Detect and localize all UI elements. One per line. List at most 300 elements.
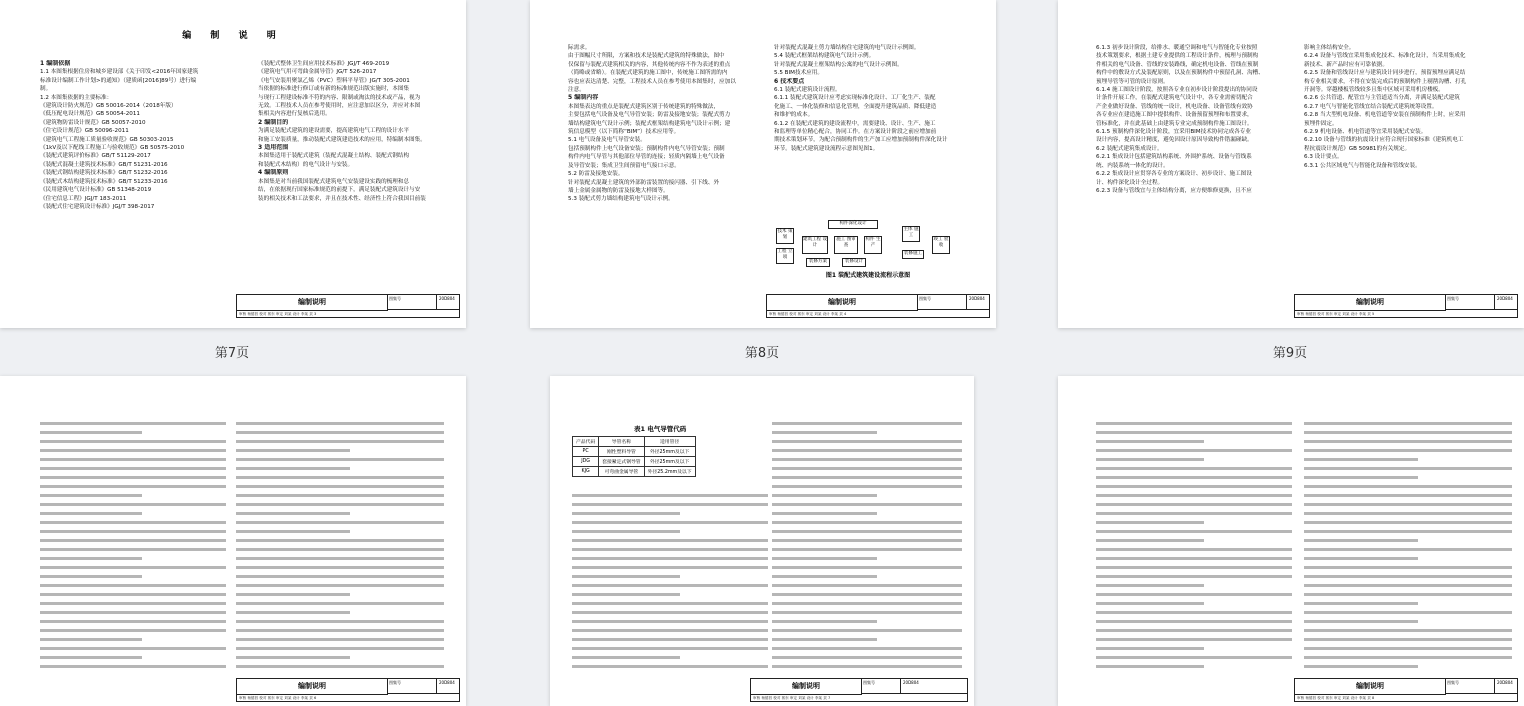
- text-placeholder-line: [1304, 593, 1512, 596]
- left-column: [1096, 44, 1292, 195]
- text-placeholder-line: [772, 638, 877, 641]
- text-line: 构件中的敷设方式及装配原则，以及在预制构件中预留孔洞、沟槽、: [1096, 70, 1264, 77]
- text-placeholder-line: [1304, 539, 1418, 542]
- text-line: 6.1 装配式建筑设计流程。: [774, 87, 841, 94]
- flow-box-production: 构件 生产: [864, 236, 882, 254]
- title-block: 编制说明 图集号 20D804 审核 杨德昌 校对 郭东 审定 刘某 设计 李某 页 5: [1294, 294, 1518, 318]
- text-placeholder-line: [40, 647, 226, 650]
- text-placeholder-line: [772, 620, 877, 623]
- text-placeholder-line: [236, 575, 444, 578]
- text-placeholder-line: [572, 494, 768, 497]
- table-title: 表1 电气导管代码: [634, 425, 687, 433]
- text-placeholder-line: [1304, 440, 1512, 443]
- text-placeholder-line: [572, 503, 768, 506]
- text-placeholder-line: [1304, 422, 1512, 425]
- text-line: 6 技术要点: [774, 77, 805, 85]
- text-line: 和装配式木结构）的电气设计与安装。: [258, 161, 354, 168]
- text-placeholder-line: [236, 566, 444, 569]
- text-line: 和监理等单位精心配合，协同工作。在方案设计阶段之前应增加前: [774, 129, 937, 136]
- conduit-code-table: [572, 436, 696, 477]
- text-placeholder-line: [40, 467, 226, 470]
- flow-box-design: 建筑工程 设计: [802, 236, 828, 254]
- text-placeholder-line: [1096, 602, 1204, 605]
- text-placeholder-line: [1096, 485, 1292, 488]
- text-line: 注意。: [568, 87, 585, 94]
- text-placeholder-line: [772, 449, 962, 452]
- flow-box-decoration-design: 装修设计: [842, 258, 866, 267]
- text-line: 本图集表达的重点是装配式建筑区别于传统建筑的特殊做法，: [568, 103, 720, 110]
- text-placeholder-line: [40, 638, 142, 641]
- text-line: 产企业做好设备、管线的统一设计，机电设备、设备管线有效协: [1096, 103, 1253, 110]
- thumbnail-label-7[interactable]: 第7页: [214, 346, 250, 361]
- text-placeholder-line: [236, 539, 444, 542]
- text-placeholder-line: [236, 449, 350, 452]
- text-placeholder-line: [772, 512, 877, 515]
- text-placeholder-line: [1304, 638, 1512, 641]
- text-line: 墙结构建筑电气设计示例；装配式框架结构建筑电气设计示例；建: [568, 120, 731, 127]
- page-title: 编 制 说 明: [182, 31, 284, 41]
- text-placeholder-line: [772, 647, 962, 650]
- text-placeholder-line: [236, 638, 444, 641]
- text-line: 《装配式建筑评价标准》GB/T 51129-2017: [40, 153, 151, 160]
- text-placeholder-line: [236, 629, 444, 632]
- text-line: 6.2.1 集成设计包括建筑结构系统、外围护系统、设备与管线系: [1096, 154, 1252, 161]
- text-line: 《住宅设计规范》GB 50096-2011: [40, 128, 129, 135]
- text-line: 计条件开展工作，在装配式建筑电气设计中，各专业需密切配合: [1096, 95, 1253, 102]
- text-placeholder-line: [572, 620, 768, 623]
- text-placeholder-line: [1096, 611, 1292, 614]
- text-placeholder-line: [772, 458, 962, 461]
- table-row: JDG 套接紧定式钢导管 外径25mm及以下: [573, 457, 696, 467]
- text-placeholder-line: [1304, 431, 1512, 434]
- text-placeholder-line: [236, 611, 350, 614]
- text-line: 《装配式钢结构建筑技术标准》GB/T 51232-2016: [40, 170, 168, 177]
- text-placeholder-line: [772, 422, 962, 425]
- text-placeholder-line: [572, 584, 768, 587]
- text-placeholder-line: [40, 557, 142, 560]
- left-column: [40, 60, 230, 211]
- text-line: 本图集适用于装配式建筑（装配式混凝土结构、装配式钢结构: [258, 153, 410, 160]
- text-line: 《装配式住宅建筑设计标准》JGJ/T 398-2017: [40, 203, 155, 210]
- text-placeholder-line: [1096, 476, 1292, 479]
- text-line: 6.2.6 公共管道、配管宜与主管道适当分离，并满足装配式建筑: [1304, 95, 1460, 102]
- text-placeholder-line: [1096, 656, 1292, 659]
- text-placeholder-line: [40, 485, 226, 488]
- text-placeholder-line: [772, 503, 962, 506]
- text-line: 统、内装系统一体化的设计。: [1096, 162, 1169, 169]
- text-line: 6.1.2 在装配式建筑的建设流程中，需要建设、设计、生产、施工: [774, 120, 936, 127]
- text-line: 包括预制构件上电气设备安装；预制构件内电气导管安装；预制: [568, 145, 725, 152]
- text-line: 管标准化，并在此基础上由建筑专业完成预制构件施工图设计。: [1096, 120, 1253, 127]
- text-line: 期技术策划环节，为配合预制构件的生产加工应增加预制构件深化设计: [774, 137, 948, 144]
- text-placeholder-line: [40, 512, 142, 515]
- text-line: 仅保留与装配式建筑相关的内容，其他传统内容不作为表述的重点: [568, 61, 731, 68]
- text-line: 装的相关技术和工法要求，并且在技术性、经济性上符合我国目前装: [258, 195, 426, 202]
- page-number: 3: [313, 312, 317, 316]
- text-line: 6.1.3 初步设计阶段，给排水、暖通空调和电气与智能化专业按照: [1096, 45, 1258, 51]
- text-placeholder-line: [40, 584, 226, 587]
- text-placeholder-line: [1304, 566, 1512, 569]
- text-placeholder-line: [772, 521, 962, 524]
- text-line: 集相关内容进行复核后选用。: [258, 111, 331, 118]
- text-line: 化施工、一体化装修和信息化管理，全面提升建筑品质、降低建造: [774, 103, 937, 110]
- text-placeholder-line: [236, 602, 444, 605]
- text-placeholder-line: [40, 503, 226, 506]
- left-column: [568, 44, 764, 204]
- text-placeholder-line: [572, 611, 768, 614]
- text-line: 程抗震设计规范》GB 50981的有关规定。: [1304, 145, 1411, 152]
- text-placeholder-line: [236, 521, 444, 524]
- text-placeholder-line: [1304, 665, 1418, 668]
- text-placeholder-line: [236, 458, 444, 461]
- text-placeholder-line: [40, 548, 226, 551]
- text-placeholder-line: [572, 656, 680, 659]
- page-thumbnail-12[interactable]: [1058, 376, 1524, 706]
- text-line: 由于图幅尺寸所限，方案和技术是装配式建筑的特殊做法，图中: [568, 53, 725, 60]
- text-line: 6.2.7 电气与智能化管线宜结合装配式建筑统筹设置。: [1304, 103, 1438, 110]
- text-placeholder-line: [1096, 422, 1292, 425]
- text-placeholder-line: [236, 467, 350, 470]
- text-placeholder-line: [1096, 494, 1292, 497]
- text-line: 墙上金属金属物的防雷及接地大样图等。: [568, 187, 669, 194]
- text-line: 1.1 本图集根据住房和城乡建设部《关于印发<2016年国家建筑: [40, 69, 199, 76]
- text-line: 6.3 设计要点。: [1304, 154, 1343, 161]
- text-placeholder-line: [236, 593, 350, 596]
- text-placeholder-line: [572, 512, 680, 515]
- text-placeholder-line: [772, 566, 962, 569]
- text-placeholder-line: [572, 548, 768, 551]
- text-placeholder-line: [236, 440, 444, 443]
- text-line: 《装配式混凝土建筑技术标准》GB/T 51231-2016: [40, 161, 168, 168]
- text-line: 各专业应在建造施工图中提供构件、设备预留预埋和布置要求，: [1096, 112, 1253, 119]
- text-placeholder-line: [236, 512, 350, 515]
- text-placeholder-line: [40, 422, 226, 425]
- flow-box-acceptance: 竣工 验收: [932, 236, 950, 254]
- text-line: 针对装配式混凝土建筑的外部防雷装置的接闪器、引下线、外: [568, 179, 720, 186]
- text-line: 针对装配式混凝土框架结构公寓的电气设计示例图。: [774, 61, 903, 68]
- text-line: 《建筑物防雷设计规范》GB 50057-2010: [40, 119, 146, 126]
- text-line: 计、构件深化设计全过程。: [1096, 179, 1164, 186]
- flow-box-decoration-scheme: 装修方案: [806, 258, 830, 267]
- text-placeholder-line: [572, 521, 768, 524]
- text-placeholder-line: [572, 629, 768, 632]
- text-placeholder-line: [1096, 557, 1292, 560]
- text-line: （简略或省略）。在装配式建筑的施工图中，传统施工图所需的内: [568, 70, 728, 77]
- title-block: 编制说明 图集号 20D804 审核 杨德昌 校对 郭东 审定 刘某 设计 李某 页 6: [236, 678, 460, 702]
- text-placeholder-line: [40, 629, 226, 632]
- text-placeholder-line: [572, 647, 768, 650]
- text-placeholder-line: [1304, 611, 1512, 614]
- text-placeholder-line: [40, 440, 226, 443]
- text-line: 5.2 防雷及接地安装。: [568, 171, 624, 178]
- text-line: 构件内电气导管与其他部位导管的连接；轻质内隔墙上电气设备: [568, 154, 725, 161]
- text-line: 《民用建筑电气设计标准》GB 51348-2019: [40, 187, 152, 194]
- text-placeholder-line: [40, 530, 226, 533]
- text-placeholder-line: [1304, 647, 1512, 650]
- text-placeholder-line: [1096, 512, 1292, 515]
- flow-box-construction: 主体 施工: [902, 226, 920, 242]
- thumbnail-label-8[interactable]: 第8页: [744, 346, 780, 361]
- text-line: 6.3.1 公共区域电气与智能化设备和管线安装。: [1304, 162, 1421, 169]
- text-placeholder-line: [40, 593, 226, 596]
- text-placeholder-line: [236, 557, 444, 560]
- text-line: 容也应表达清楚、完整，工程技术人员在参考使用本图集时，应加以: [568, 78, 736, 85]
- text-placeholder-line: [1096, 458, 1204, 461]
- text-line: 开洞等。穿越楼板管线较多且集中区域可采用机房楼板。: [1304, 87, 1444, 94]
- text-placeholder-line: [572, 539, 768, 542]
- text-line: 6.2.5 设备和管线设计应与建筑设计同步进行，预留预埋应满足结: [1304, 70, 1466, 77]
- text-placeholder-line: [40, 476, 226, 479]
- text-placeholder-line: [772, 539, 962, 542]
- text-line: 《装配式木结构建筑技术标准》GB/T 51233-2016: [40, 178, 168, 185]
- text-placeholder-line: [1096, 665, 1204, 668]
- text-placeholder-line: [1096, 593, 1292, 596]
- text-line: 6.1.5 预制构件深化设计阶段，宜采用BIM技术协同完成各专业: [1096, 129, 1251, 136]
- text-placeholder-line: [1096, 449, 1292, 452]
- text-line: 6.2.8 当大型机电设备、机电管道等安装在预制构件上时，应采用: [1304, 112, 1466, 119]
- text-line: 《建筑电气用可弯曲金属导管》JG/T 526-2017: [258, 69, 377, 76]
- flow-box-review: 施工 图审查: [834, 236, 858, 254]
- page-thumbnail-10[interactable]: [0, 376, 466, 706]
- text-placeholder-line: [572, 638, 768, 641]
- text-placeholder-line: [236, 476, 444, 479]
- text-placeholder-line: [572, 557, 768, 560]
- text-placeholder-line: [1304, 548, 1512, 551]
- text-placeholder-line: [236, 656, 350, 659]
- right-column: [1304, 44, 1514, 170]
- flow-box-project-approval: 工程 立项: [776, 248, 794, 264]
- text-placeholder-line: [772, 476, 962, 479]
- text-line: 设计内容，提高设计精度，避免因设计原因导致构件错漏碰缺。: [1096, 137, 1253, 144]
- text-placeholder-line: [1304, 512, 1512, 515]
- text-placeholder-line: [236, 431, 444, 434]
- text-placeholder-line: [40, 656, 142, 659]
- text-placeholder-line: [772, 467, 962, 470]
- text-placeholder-line: [1096, 467, 1292, 470]
- text-placeholder-line: [236, 647, 444, 650]
- text-placeholder-line: [772, 629, 962, 632]
- text-line: 6.2.9 机电设备、机电管道等宜采用装配式安装。: [1304, 129, 1427, 136]
- text-placeholder-line: [772, 494, 877, 497]
- text-placeholder-line: [40, 575, 142, 578]
- text-line: 6.2.4 设备与管线宜采用集成化技术、标准化设计，当采用集成化: [1304, 53, 1466, 60]
- text-placeholder-line: [772, 431, 877, 434]
- table-header: 产品代码: [573, 437, 599, 447]
- table-header: 适用管径: [644, 437, 695, 447]
- text-placeholder-line: [1096, 647, 1204, 650]
- text-line: 2 编制目的: [258, 118, 289, 126]
- text-placeholder-line: [1096, 584, 1204, 587]
- text-placeholder-line: [1304, 503, 1512, 506]
- text-placeholder-line: [1304, 584, 1512, 587]
- text-placeholder-line: [40, 539, 226, 542]
- text-placeholder-line: [1304, 602, 1418, 605]
- text-line: 新技术、新产品时应有可靠依据。: [1304, 61, 1388, 68]
- text-line: 《装配式整体卫生间应用技术标准》JGJ/T 469-2019: [258, 61, 390, 67]
- text-placeholder-line: [1304, 476, 1418, 479]
- text-line: 和维护的成本。: [774, 112, 814, 119]
- text-line: 《1kV及以下配线工程施工与验收规范》GB 50575-2010: [40, 145, 185, 152]
- text-placeholder-line: [40, 458, 226, 461]
- text-line: 6.2.10 设备与管线的抗震设计应符合现行国家标准《建筑机电工: [1304, 137, 1464, 144]
- text-placeholder-line: [236, 494, 444, 497]
- text-placeholder-line: [1304, 494, 1512, 497]
- text-placeholder-line: [1304, 485, 1512, 488]
- text-placeholder-line: [1304, 530, 1512, 533]
- text-line: 《电气安装用聚氯乙烯（PVC）塑料平导管》JG/T 305-2001: [258, 77, 410, 84]
- text-placeholder-line: [40, 494, 142, 497]
- title-block-title: 编制说明: [237, 295, 388, 311]
- text-line: 环节。装配式建筑建设流程示意图见图1。: [774, 145, 879, 152]
- text-line: 本图集是对当前我国装配式建筑电气安装建设实践的梳理和总: [258, 178, 410, 185]
- text-line: 4 编制原则: [258, 169, 289, 177]
- text-placeholder-line: [772, 557, 877, 560]
- text-placeholder-line: [772, 485, 962, 488]
- text-line: 际需求。: [568, 45, 591, 51]
- text-placeholder-line: [236, 584, 444, 587]
- title-block: [236, 294, 460, 318]
- text-line: 构专业相关要求，不得在安装完成后的预制构件上剔凿沟槽、打孔: [1304, 78, 1467, 85]
- text-placeholder-line: [1096, 431, 1292, 434]
- text-line: 6.2 装配式建筑集成设计。: [1096, 145, 1163, 152]
- text-line: 3 适用范围: [258, 144, 289, 152]
- text-placeholder-line: [772, 530, 962, 533]
- text-placeholder-line: [772, 665, 962, 668]
- text-placeholder-line: [1096, 539, 1204, 542]
- text-placeholder-line: [772, 584, 962, 587]
- text-line: 标准设计编制工作计划>的通知》（建质函[2016]89号）进行编: [40, 77, 197, 84]
- text-line: 5.5 BIM技术应用。: [774, 70, 823, 77]
- text-line: 《住宅信息工程》JGJ/T 183-2011: [40, 195, 127, 202]
- text-line: 6.2.3 设备与管线宜与主体结构分离，应方便维修更换，且不应: [1096, 187, 1252, 194]
- text-placeholder-line: [1096, 503, 1292, 506]
- code-value: 20D804: [439, 296, 455, 301]
- text-line: 和施工安装质量，推动装配式建筑建造技术的应用，特编制本图集。: [258, 136, 426, 143]
- text-line: 及导管安装；集成卫生间预留电气接口示意。: [568, 162, 680, 169]
- right-column: [774, 44, 984, 153]
- text-placeholder-line: [572, 602, 768, 605]
- text-placeholder-line: [236, 422, 444, 425]
- text-placeholder-line: [1096, 566, 1292, 569]
- text-placeholder-line: [772, 593, 962, 596]
- text-line: 6.1.4 施工图设计阶段，按照各专业在初步设计阶段提出的协同设: [1096, 87, 1258, 94]
- text-placeholder-line: [772, 440, 962, 443]
- text-line: 预埋件固定。: [1304, 120, 1338, 127]
- text-placeholder-line: [572, 566, 768, 569]
- text-placeholder-line: [772, 575, 877, 578]
- text-line: 5.1 电气设备及电气导管安装。: [568, 137, 646, 144]
- flow-box-decoration-construction: 装修施工: [902, 250, 924, 259]
- text-placeholder-line: [40, 602, 226, 605]
- text-placeholder-line: [772, 611, 962, 614]
- text-line: 为满足装配式建筑的建设需要，提高建筑电气工程的设计水平: [258, 128, 410, 135]
- text-placeholder-line: [572, 530, 680, 533]
- text-placeholder-line: [1096, 638, 1292, 641]
- text-line: 影响主体结构安全。: [1304, 45, 1355, 51]
- text-placeholder-line: [40, 449, 226, 452]
- title-block: 编制说明 图集号 20D804 审核 杨德昌 校对 郭东 审定 刘某 设计 李某 页 4: [766, 294, 990, 318]
- page-thumbnail-8[interactable]: [530, 0, 996, 328]
- text-placeholder-line: [1304, 521, 1512, 524]
- page-thumbnail-9[interactable]: [1058, 0, 1524, 328]
- text-placeholder-line: [236, 485, 444, 488]
- text-line: 结，在依据现行国家标准规范的前提下，满足装配式建筑设计与安: [258, 187, 421, 194]
- text-placeholder-line: [1096, 530, 1292, 533]
- text-placeholder-line: [40, 521, 226, 524]
- figure-caption: 图1 装配式建筑建设流程示意图: [825, 272, 911, 279]
- text-placeholder-line: [236, 620, 444, 623]
- title-block: 编制说明 图集号 20D804 审核 杨德昌 校对 郭东 审定 刘某 设计 李某 页 8: [1294, 678, 1518, 702]
- text-placeholder-line: [1304, 557, 1418, 560]
- text-placeholder-line: [1304, 629, 1512, 632]
- text-line: 无效。工程技术人员在参考使用时，应注意加以区分，并应对本图: [258, 103, 421, 110]
- text-line: 1.2 本图集依据的主要标准：: [40, 94, 113, 101]
- text-placeholder-line: [772, 656, 962, 659]
- text-line: 5 编制内容: [568, 94, 599, 102]
- text-line: 《建筑设计防火规范》GB 50016-2014（2018年版）: [40, 103, 177, 110]
- text-line: 5.3 装配式剪力墙结构建筑电气设计示例。: [568, 196, 674, 203]
- table-row: KJG 可弯曲金属导管 外径25.2mm及以下: [573, 467, 696, 477]
- page-thumbnail-7[interactable]: [0, 0, 466, 328]
- text-placeholder-line: [1096, 620, 1292, 623]
- text-placeholder-line: [40, 611, 226, 614]
- flow-box-tech-planning: 技术 策划: [776, 228, 794, 244]
- text-placeholder-line: [572, 665, 768, 668]
- text-line: 预埋导管等可管的设计原则。: [1096, 78, 1169, 85]
- text-line: 针对装配式混凝土剪力墙结构住宅建筑的电气设计示例图。: [774, 45, 920, 51]
- text-placeholder-line: [40, 665, 226, 668]
- flow-box-deepening: 构件深化设计: [828, 220, 878, 229]
- text-line: 《建筑电气工程施工质量验收规范》GB 50303-2015: [40, 136, 174, 143]
- text-placeholder-line: [1304, 458, 1418, 461]
- text-placeholder-line: [236, 548, 444, 551]
- text-placeholder-line: [236, 503, 444, 506]
- text-placeholder-line: [1096, 575, 1292, 578]
- text-line: 6.1.1 装配式建筑设计应考虑实现标准化设计、工厂化生产、装配: [774, 95, 936, 102]
- text-placeholder-line: [1304, 575, 1512, 578]
- text-placeholder-line: [1096, 629, 1292, 632]
- signature-row: 审核 杨德昌 校对 郭东 审定 刘某 设计 李某 页 3: [239, 312, 317, 316]
- text-line: 与现行工程建设标准不符的内容、限制或淘汰的技术或产品，视为: [258, 94, 421, 101]
- thumbnail-label-9[interactable]: 第9页: [1272, 346, 1308, 361]
- text-line: 制。: [40, 86, 52, 93]
- table-row: PC 刚性塑料导管 外径25mm及以下: [573, 447, 696, 457]
- table-header: 导管名称: [599, 437, 644, 447]
- text-placeholder-line: [1304, 656, 1512, 659]
- text-placeholder-line: [1304, 449, 1512, 452]
- text-line: 《低压配电设计规范》GB 50054-2011: [40, 111, 140, 118]
- text-placeholder-line: [572, 575, 680, 578]
- page-thumbnail-11[interactable]: [550, 376, 974, 706]
- text-placeholder-line: [1304, 620, 1418, 623]
- text-placeholder-line: [236, 530, 350, 533]
- text-placeholder-line: [40, 566, 226, 569]
- text-placeholder-line: [772, 548, 962, 551]
- text-placeholder-line: [572, 593, 680, 596]
- text-placeholder-line: [1096, 548, 1292, 551]
- text-line: 技术策划要求，根据土建专业提供的工程设计条件，梳理与预制构: [1096, 53, 1259, 60]
- text-placeholder-line: [772, 602, 962, 605]
- text-line: 5.4 装配式框架结构建筑电气设计示例。: [774, 53, 875, 60]
- text-placeholder-line: [236, 665, 444, 668]
- text-placeholder-line: [1096, 521, 1204, 524]
- text-line: 当依据的标准进行修订或有新的标准规范出版实施时，本图集: [258, 86, 410, 93]
- text-line: 筑信息模型（以下简称“BIM”）技术应用等。: [568, 129, 680, 136]
- text-placeholder-line: [1304, 467, 1512, 470]
- text-line: 主要包括电气设备及电气导管安装；防雷及接地安装；装配式剪力: [568, 112, 731, 119]
- text-placeholder-line: [1096, 440, 1204, 443]
- code-label: 图集号: [389, 296, 401, 301]
